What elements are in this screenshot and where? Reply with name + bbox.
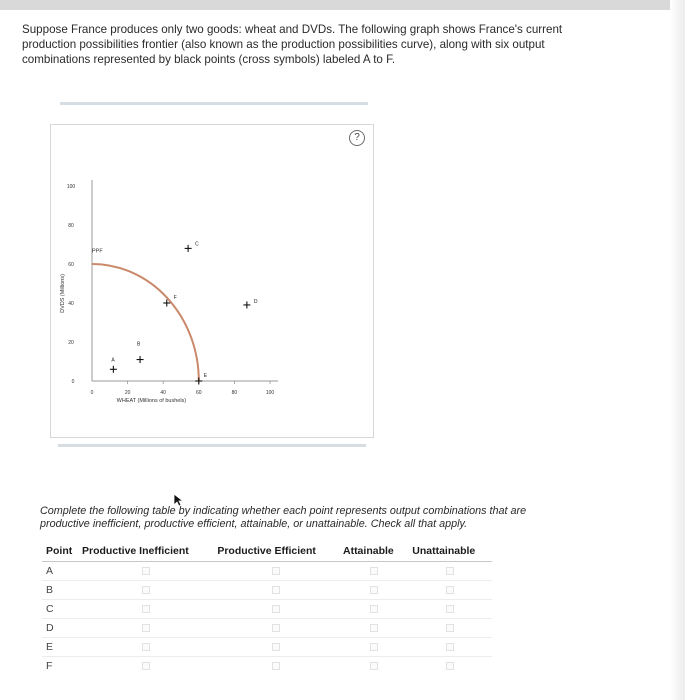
checkbox-attainable[interactable] (370, 624, 378, 632)
table-row (42, 619, 492, 638)
cell-unattainable (408, 657, 492, 676)
checkbox-attainable[interactable] (370, 662, 378, 670)
y-axis-title: DVDS (Millions) (60, 274, 66, 313)
header-attainable: Attainable (339, 541, 408, 562)
cell-attainable (339, 638, 408, 657)
cell-unattainable (408, 638, 492, 657)
cell-productive-inefficient (78, 581, 213, 600)
checkbox-unattainable[interactable] (446, 624, 454, 632)
cell-attainable (339, 600, 408, 619)
cell-productive-inefficient (78, 657, 213, 676)
checkbox-attainable[interactable] (370, 643, 378, 651)
cell-productive-inefficient (78, 562, 213, 581)
table-instructions: Complete the following table by indicating whether each point represents output combinations that are productive inefficient, productive efficient, attainable, or unattainable. Check all that apply. (40, 505, 527, 530)
x-axis-title: WHEAT (Millions of bushels) (116, 398, 187, 404)
y-tick-label: 100 (66, 184, 76, 190)
checkbox-unattainable[interactable] (446, 567, 454, 575)
table-row (42, 581, 492, 600)
checkbox-unattainable[interactable] (446, 662, 454, 670)
y-tick-label: 0 (71, 379, 75, 385)
checkbox-productive-inefficient[interactable] (142, 624, 150, 632)
table-row (42, 600, 492, 619)
cell-attainable (339, 619, 408, 638)
checkbox-productive-inefficient[interactable] (142, 643, 150, 651)
checkbox-attainable[interactable] (370, 586, 378, 594)
y-tick-label: 60 (68, 262, 74, 268)
cell-productive-inefficient (78, 600, 213, 619)
point-F-label: F (173, 295, 177, 301)
ppf-curve (92, 264, 199, 381)
checkbox-unattainable[interactable] (446, 605, 454, 613)
point-B-label: B (137, 341, 141, 348)
checkbox-productive-inefficient[interactable] (142, 586, 150, 594)
ppf-label: PPF (92, 248, 103, 255)
help-circle-icon[interactable]: ? (349, 130, 365, 146)
x-tick-label: 40 (160, 390, 166, 396)
header-productive-efficient: Productive Efficient (213, 541, 339, 562)
point-D-label: D (253, 298, 258, 305)
checkbox-unattainable[interactable] (446, 586, 454, 594)
checkbox-productive-efficient[interactable] (272, 605, 280, 613)
x-tick-label: 80 (231, 390, 238, 396)
table-row (42, 657, 492, 676)
y-tick-label: 40 (68, 301, 74, 307)
table-header-row (42, 541, 492, 562)
table-row (42, 562, 492, 581)
checkbox-unattainable[interactable] (446, 643, 454, 651)
x-tick-label: 0 (90, 390, 94, 396)
question-intro: Suppose France produces only two goods: wheat and DVDs. The following graph shows France's current production possibilities frontier (also known as the production possibilities curve), along with six output combinations represented by black points (cross symbols) labeled A to F. (22, 23, 563, 66)
y-tick-label: 20 (68, 340, 74, 346)
cell-productive-efficient (213, 562, 339, 581)
row-point-label: A (42, 562, 78, 581)
cell-unattainable (408, 619, 492, 638)
row-point-label: C (42, 600, 78, 619)
checkbox-attainable[interactable] (370, 567, 378, 575)
checkbox-productive-inefficient[interactable] (142, 567, 150, 575)
table-row (42, 638, 492, 657)
row-point-label: F (42, 657, 78, 676)
checkbox-productive-efficient[interactable] (272, 567, 280, 575)
row-point-label: B (42, 581, 78, 600)
cell-unattainable (408, 600, 492, 619)
cell-productive-inefficient (78, 619, 213, 638)
checkbox-attainable[interactable] (370, 605, 378, 613)
checkbox-productive-inefficient[interactable] (142, 662, 150, 670)
cell-productive-efficient (213, 581, 339, 600)
cell-attainable (339, 657, 408, 676)
cell-productive-efficient (213, 600, 339, 619)
cell-productive-inefficient (78, 638, 213, 657)
cell-productive-efficient (213, 657, 339, 676)
checkbox-productive-efficient[interactable] (272, 586, 280, 594)
x-tick-label: 20 (124, 390, 131, 396)
checkbox-productive-efficient[interactable] (272, 624, 280, 632)
cell-unattainable (408, 581, 492, 600)
checkbox-productive-inefficient[interactable] (142, 605, 150, 613)
cell-unattainable (408, 562, 492, 581)
cell-attainable (339, 581, 408, 600)
header-point: Point (42, 541, 78, 562)
point-E-label: E (203, 373, 208, 379)
cell-productive-efficient (213, 619, 339, 638)
x-tick-label: 100 (265, 390, 275, 396)
row-point-label: E (42, 638, 78, 657)
point-A-label: A (111, 357, 115, 364)
right-edge-shade (670, 0, 685, 700)
classification-table (42, 541, 492, 675)
y-tick-label: 80 (68, 223, 74, 229)
header-productive-inefficient: Productive Inefficient (78, 541, 213, 562)
header-unattainable: Unattainable (408, 541, 492, 562)
x-tick-label: 60 (196, 390, 202, 396)
divider-bottom (58, 444, 366, 447)
point-C-label: C (195, 241, 199, 248)
checkbox-productive-efficient[interactable] (272, 662, 280, 670)
cell-productive-efficient (213, 638, 339, 657)
row-point-label: D (42, 619, 78, 638)
checkbox-productive-efficient[interactable] (272, 643, 280, 651)
cell-attainable (339, 562, 408, 581)
